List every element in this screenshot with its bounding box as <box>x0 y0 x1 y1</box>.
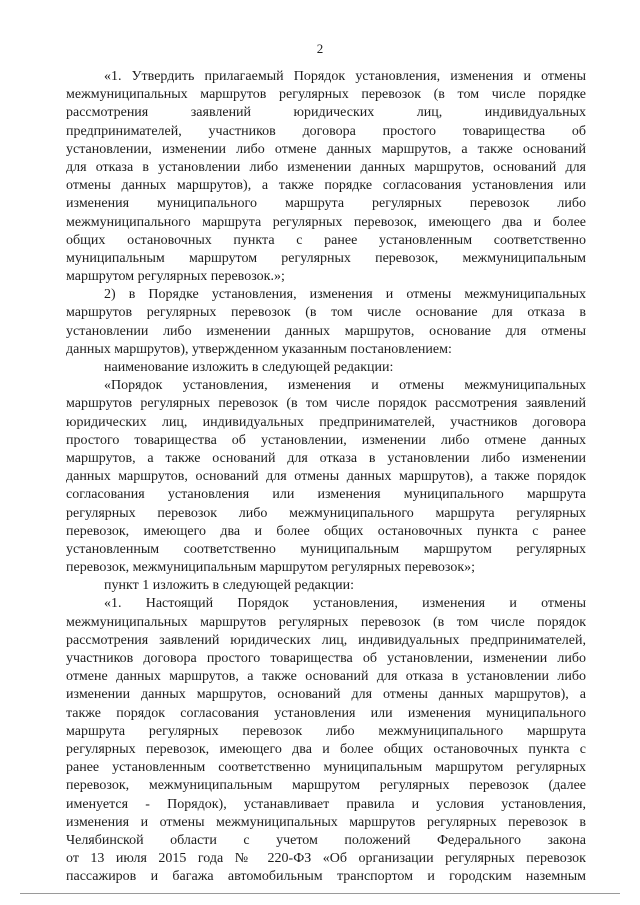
text-line: изменения и отмены межмуниципальных маршрутов регулярных перевозок в <box>66 814 586 830</box>
text-line: «Порядок установления, изменения и отмены межмуниципальных <box>104 378 586 394</box>
text-line: наименование изложить в следующей редакции: <box>104 360 394 375</box>
text-line: «1. Утвердить прилагаемый Порядок установления, изменения и отмены <box>104 69 586 84</box>
text-line: именуется - Порядок), устанавливает правила и условия установления, <box>66 796 586 812</box>
text-line: изменения муниципального маршрута регулярных перевозок либо <box>66 196 586 212</box>
text-line: «1. Настоящий Порядок установления, изменения и отмены <box>104 596 586 612</box>
text-line: пассажиров и багажа автомобильным транспортом и городским наземным <box>66 869 586 885</box>
text-line: отмене данных маршрутов, а также оснований для отказа в установлении либо <box>66 669 586 685</box>
text-line: перевозок, имеющего два и более общих остановочных пункта с ранее <box>66 523 586 539</box>
text-line: межмуниципальных маршрутов регулярных перевозок (в том числе порядок <box>66 614 586 630</box>
text-line: регулярных перевозок, имеющего два и более общих остановочных пункта с <box>66 741 586 757</box>
text-line: перевозок, межмуниципальным маршрутом регулярных перевозок (далее <box>66 778 586 794</box>
text-line: маршрутов регулярных перевозок (в том числе основание для отказа в <box>66 305 586 321</box>
text-line: для отказа в установлении либо изменении данных маршрутов, оснований для <box>66 159 586 175</box>
page-number: 2 <box>316 41 324 56</box>
text-line: маршрутом регулярных перевозок.»; <box>66 269 285 285</box>
text-line: изменении данных маршрутов, оснований для отмены данных маршрутов), а <box>66 687 586 703</box>
text-line: 2) в Порядке установления, изменения и отмены межмуниципальных <box>104 287 586 303</box>
bottom-divider <box>20 893 620 894</box>
text-line: согласования установления или изменения муниципального маршрута <box>66 487 586 503</box>
text-line: рассмотрения заявлений юридических лиц, индивидуальных предпринимателей, <box>66 632 586 648</box>
text-line: пункт 1 изложить в следующей редакции: <box>104 578 354 594</box>
text-line: от 13 июля 2015 года № 220-ФЗ «Об организации регулярных перевозок <box>66 851 586 867</box>
text-line: участников договора простого товарищества об установлении, изменении либо <box>66 651 586 666</box>
text-line: Челябинской области с учетом положений Федерального закона <box>66 832 586 848</box>
text-line: установлении либо изменении данных маршрутов, основание для отмены <box>66 323 586 339</box>
text-line: межмуниципального маршрута регулярных перевозок, имеющего два и более <box>66 214 586 230</box>
text-line: предпринимателей, участников договора простого товарищества об <box>66 123 586 139</box>
text-line: установлении, изменении либо отмене данных маршрутов, а также оснований <box>66 141 586 157</box>
text-line: общих остановочных пункта с ранее установленным соответственно <box>66 232 586 248</box>
text-line: отмены данных маршрутов), а также порядке согласования установления или <box>66 178 586 194</box>
text-line: межмуниципальных маршрутов регулярных перевозок (в том числе порядке <box>66 87 586 103</box>
text-line: данных маршрутов), утвержденном указанным постановлением: <box>66 341 452 357</box>
text-line: данных маршрутов, оснований для отмены данных маршрутов), а также порядок <box>66 469 586 485</box>
text-line: маршрута регулярных перевозок либо межмуниципального маршрута <box>66 723 586 739</box>
text-line: юридических лиц, индивидуальных предпринимателей, участников договора <box>66 414 586 430</box>
text-line: рассмотрения заявлений юридических лиц, индивидуальных <box>66 105 586 121</box>
text-line: также порядок согласования установления или изменения муниципального <box>66 705 586 721</box>
document-body <box>66 68 586 886</box>
text-line: маршрутов, а также оснований для отказа в установлении либо изменении <box>66 450 586 466</box>
text-line: установленным соответственно муниципальным маршрутом регулярных <box>66 541 586 557</box>
text-line: ранее установленным соответственно муниципальным маршрутом регулярных <box>66 760 586 776</box>
text-line: муниципальным маршрутом регулярных перевозок, межмуниципальным <box>66 250 586 266</box>
text-line: регулярных перевозок либо межмуниципального маршрута регулярных <box>66 505 586 521</box>
text-line: простого товарищества об установлении, изменении либо отмене данных <box>66 432 586 448</box>
text-line: перевозок, межмуниципальным маршрутом регулярных перевозок»; <box>66 560 476 576</box>
text-line: маршрутов регулярных перевозок (в том числе порядок рассмотрения заявлений <box>66 396 586 412</box>
